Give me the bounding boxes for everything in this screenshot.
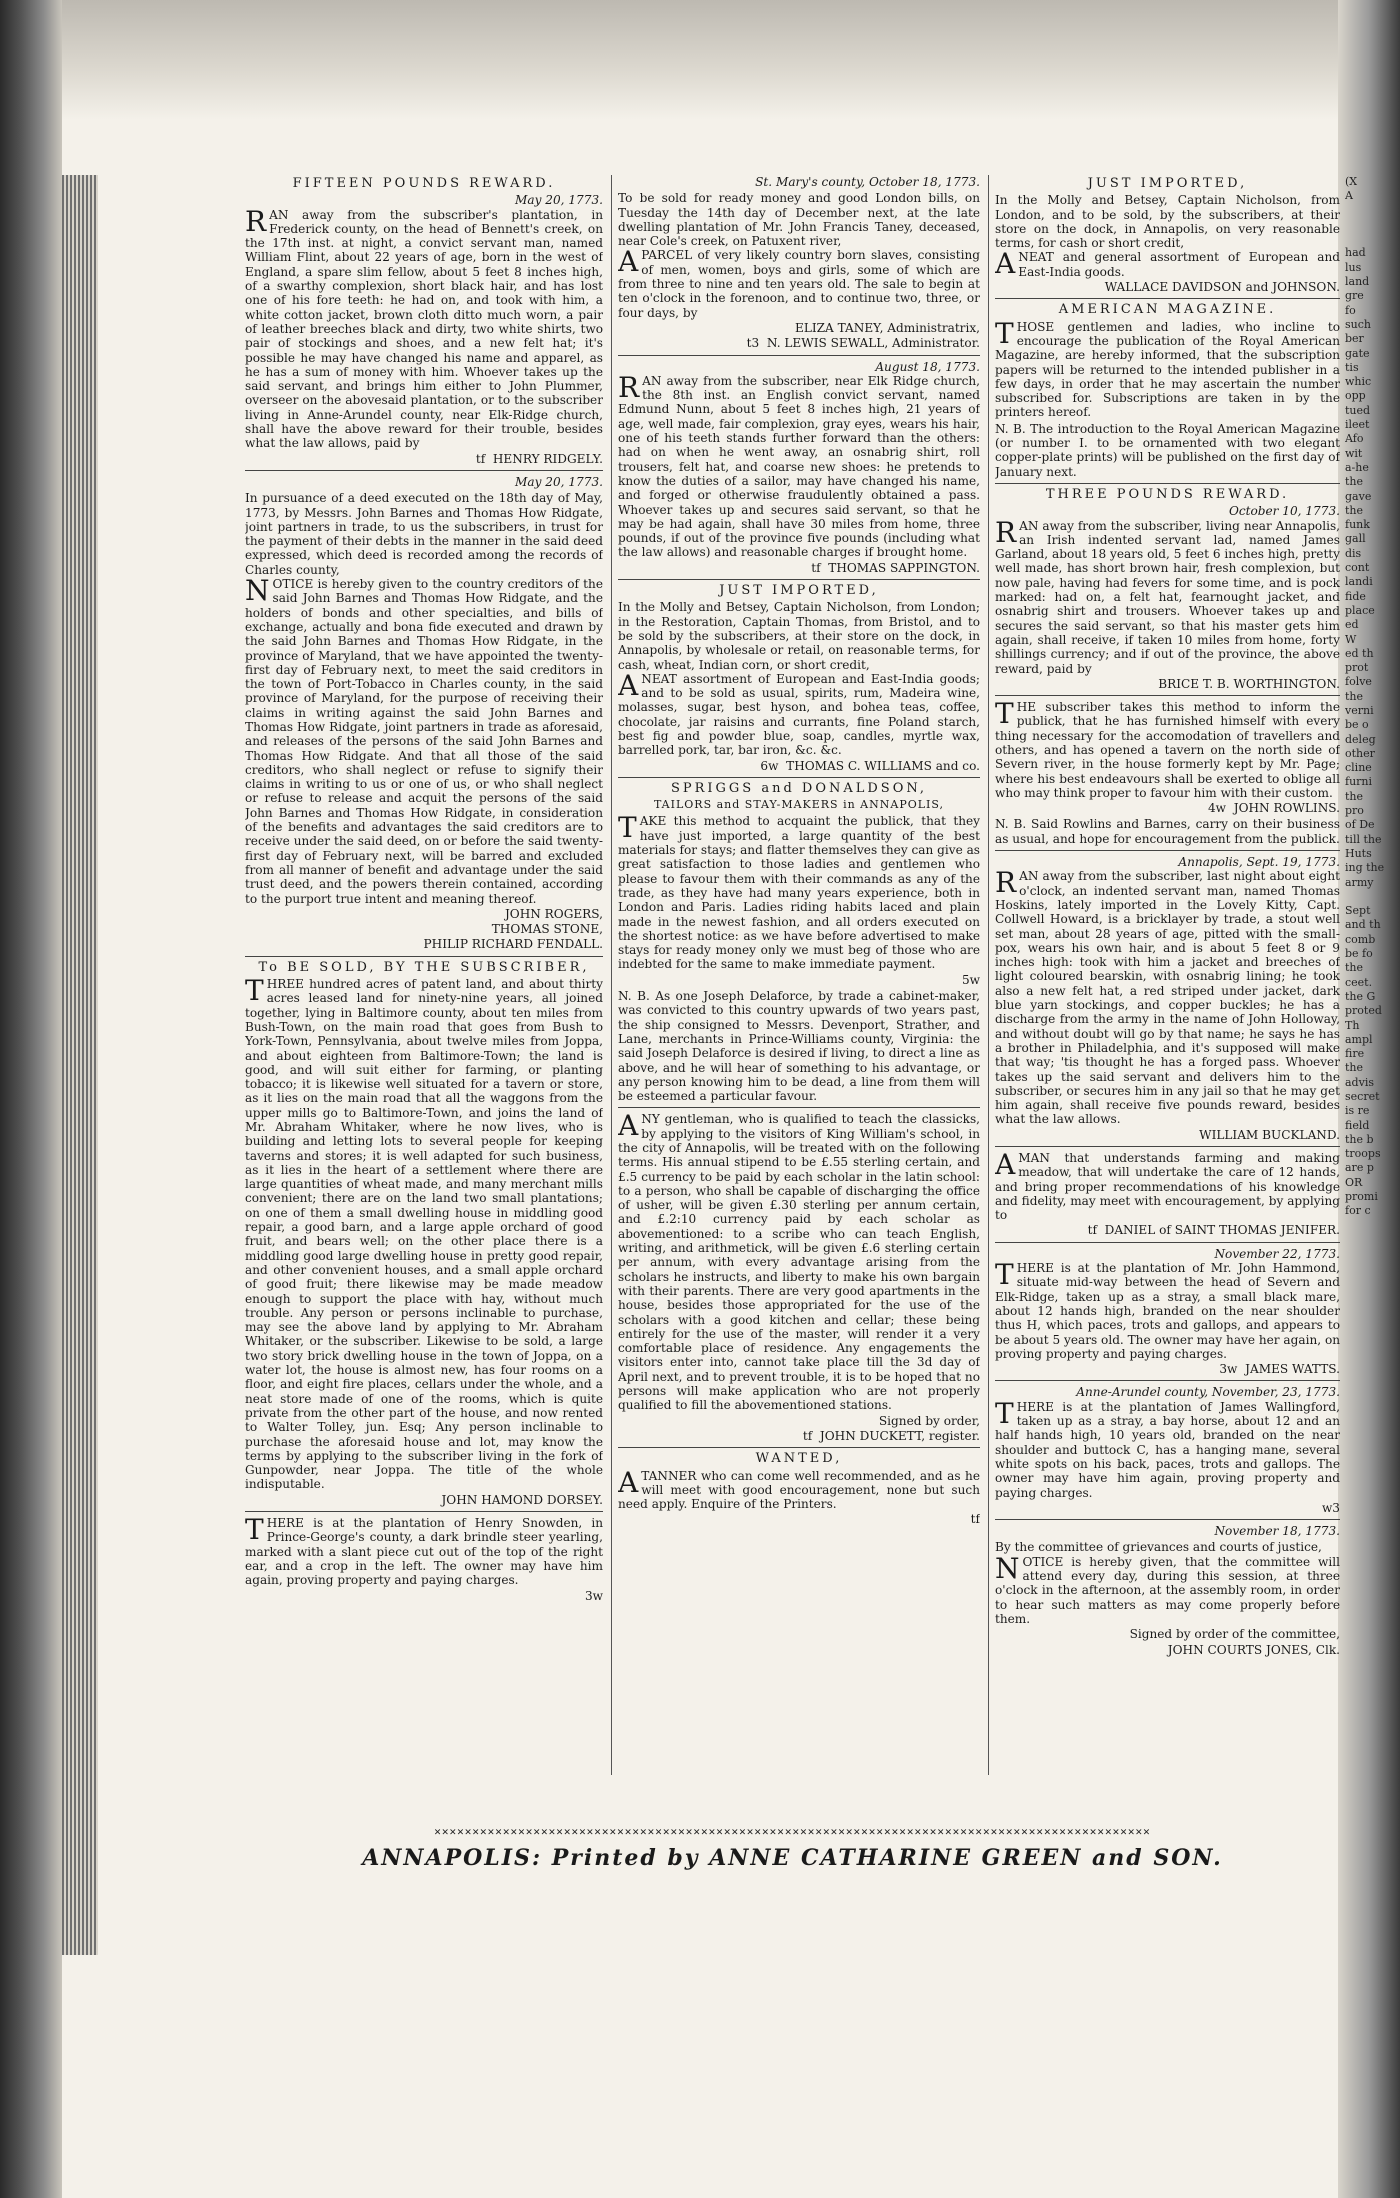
ad-body: THE subscriber takes this method to inform the publick, that he has furnished himself with every thing necessary for the accomodation of travellers and others, and has opened a tavern on the north side of Severn river, in the house formerly kept by Mr. Page; where his best endeavours shall be exerted to oblige all who may think proper to favour him with their custom.	[995, 697, 1340, 800]
ad-marker: tf	[802, 1428, 813, 1443]
ad-barnes-ridgate-deed	[245, 475, 603, 957]
ad-body: ANEAT and general assortment of European and East-India goods.	[995, 247, 1340, 281]
fragment-line: be o	[1345, 718, 1369, 732]
ad-date: Anne-Arundel county, November, 23, 1773.	[1076, 1385, 1340, 1400]
ad-note: N. B. The introduction to the Royal American Magazine (or number I. to be ornamented with two elegant copper-plate prints) will be published on the first day of January next.	[995, 421, 1340, 479]
ad-body: TAKE this method to acquaint the publick, that they have just imported, a large quantity of the best materials for stays; and flatter themselves they can give as great satisfaction to those ladies and gentlemen who please to favour them with their commands as any of the trade, as they have had many years experience, both in London and Paris. Ladies riding habits laced and plain made in the newest fashion, and all orders executed on the shortest notice: as we have before advertised to make stays for ready money only we must beg of those who are indebted for the same to make immediate payment.	[618, 811, 980, 972]
book-left-edge	[0, 0, 62, 2198]
ad-signature: JOHN COURTS JONES, Clk.	[1167, 1642, 1340, 1657]
ad-headline: To BE SOLD, BY THE SUBSCRIBER,	[258, 959, 590, 975]
ad-slave-sale	[618, 175, 980, 356]
fragment-line: the	[1345, 789, 1364, 803]
ad-marker: 6w	[760, 758, 779, 773]
ad-runaway-hoskins	[995, 855, 1340, 1147]
fragment-line: Th	[1345, 1018, 1360, 1032]
column-2	[618, 175, 980, 1775]
fragment-line: gate	[1345, 346, 1370, 360]
ad-order: Signed by order,	[878, 1413, 980, 1428]
ad-stray-steer	[245, 1513, 603, 1607]
fragment-line: Afo	[1345, 432, 1364, 446]
ad-reward-worthington	[995, 488, 1340, 696]
ad-headline: SPRIGGS and DONALDSON,	[670, 780, 928, 796]
fragment-line: the	[1345, 1061, 1364, 1075]
ad-date: St. Mary's county, October 18, 1773.	[755, 175, 980, 189]
fragment-line: advis	[1345, 1075, 1374, 1089]
fragment-line: ing the	[1345, 861, 1385, 875]
ad-committee-notice	[995, 1524, 1340, 1661]
fragment-line: field	[1345, 1118, 1370, 1132]
ad-signature: ELIZA TANEY, Administratrix,	[795, 320, 980, 335]
ad-note: N. B. Said Rowlins and Barnes, carry on their business as usual, and hope for encouragement from the publick.	[995, 817, 1340, 846]
ad-body: ANEAT assortment of European and East-India goods; and to be sold as usual, spirits, rum, Madeira wine, molasses, sugar, best hyson, and bohea teas, coffee, chocolate, jar raisins and currants, fine Poland starch, best fig and powder blue, soap, candles, myrtle wax, barrelled pork, tar, bar iron, &c. &c.	[618, 668, 980, 758]
fragment-line: the	[1345, 689, 1364, 703]
fragment-line	[1345, 204, 1390, 218]
ad-marker: tf	[811, 560, 821, 575]
scan-top-band	[0, 0, 1400, 120]
ornamental-rule: ✕✕✕✕✕✕✕✕✕✕✕✕✕✕✕✕✕✕✕✕✕✕✕✕✕✕✕✕✕✕✕✕✕✕✕✕✕✕✕✕✕✕✕✕✕✕✕✕✕✕✕✕✕✕✕✕✕✕✕✕✕✕✕✕✕✕✕✕✕✕✕✕✕✕✕✕✕✕✕✕✕✕✕✕✕✕✕✕✕✕✕✕✕✕	[434, 1825, 1151, 1838]
fragment-line: cline	[1345, 761, 1372, 775]
ad-headline: AMERICAN MAGAZINE.	[1058, 302, 1277, 318]
ad-signature: THOMAS STONE,	[491, 922, 603, 937]
ad-land-for-sale	[245, 961, 603, 1512]
fragment-line: other	[1345, 746, 1375, 760]
fragment-line: (X	[1345, 175, 1358, 188]
fragment-line: Sept	[1345, 904, 1371, 918]
ad-just-imported-williams	[618, 584, 980, 778]
ad-body: ATANNER who can come well recommended, and as he will meet with good encouragement, none but such need apply. Enquire of the Printers.	[618, 1465, 980, 1512]
fragment-line: the	[1345, 475, 1364, 489]
ad-preamble: To be sold for ready money and good London bills, on Tuesday the 14th day of December next, at the late dwelling plantation of Mr. John Francis Taney, deceased, near Cole's creek, on Patuxent river,	[618, 191, 980, 249]
fragment-line: for c	[1345, 1204, 1371, 1218]
fragment-line	[1345, 890, 1390, 904]
fragment-line: OR	[1345, 1175, 1363, 1189]
ad-signature: THOMAS C. WILLIAMS and co.	[786, 758, 980, 773]
fragment-line: opp	[1345, 389, 1366, 403]
newspaper-page	[245, 175, 1340, 1835]
column-3	[995, 175, 1340, 1775]
ad-note: N. B. As one Joseph Delaforce, by trade a cabinet-maker, was convicted to this country upwards of two years past, the ship consigned to Messrs. Devenport, Strather, and Lane, merchants in Prince-Williams county, Virginia: the said Joseph Delaforce is desired if living, to direct a line as above, and he will hear of something to his advantage, or any person knowing him to be dead, a line from them will be esteemed a particular favour.	[618, 989, 980, 1104]
ad-body: ANY gentleman, who is qualified to teach the classicks, by applying to the visitors of King William's school, in the city of Annapolis, will be treated with on the following terms. His annual stipend to be £.55 sterling certain, and £.5 currency to be paid by each scholar in the latin school: to a person, who shall be capable of discharging the office of usher, will be given £.30 sterling per annum certain, and £.2:10 currency paid by each scholar as abovementioned: to a scribe who can teach English, writing, and arithmetick, will be given £.6 sterling certain per annum, with every advantage arising from the scholars he instructs, and liberty to make his own bargain with their parents. There are very good apartments in the house, besides those appropriated for the use of the scholars with a good kitchen and cellar; these being entirely for the use of the master, will render it a very comfortable place of residence. Any engagements the visitors enter into, cannot take place till the 3d day of April next, and to prevent trouble, it is to be hoped that no persons will make application who are not properly qualified to fill the abovementioned stations.	[618, 1109, 980, 1413]
ad-date: August 18, 1773.	[875, 359, 980, 374]
ad-body: NOTICE is hereby given to the country creditors of the said John Barnes and Thomas How Ridgate, and the holders of bonds and other specialties, and bills of exchange, actually and bona fide executed and drawn by the said John Barnes and Thomas How Ridgate, in the province of Maryland, that we have appointed the twenty-first day of February next, to meet the said creditors in the town of Port-Tobacco in Charles county, in the said province of Maryland, for the purpose of receiving their claims in writing against the said John Barnes and Thomas How Ridgate, joint partners in trade as aforesaid, and releases of the persons of the said John Barnes and Thomas How Ridgate. And that all those of the said creditors, who shall neglect or refuse to signify their claims in writing to us or one of us, or who shall neglect or refuse to release and acquit the persons of the said John Barnes and Thomas How Ridgate, in consideration of the benefits and advantages the said creditors are to receive under the said deed, on or before the said twenty-first day of February next, will be barred and excluded from all manner of benefit and advantage under the said trust deed, and the powers therein contained, according to the purport true intent and meaning thereof.	[245, 574, 603, 906]
ad-preamble: In pursuance of a deed executed on the 18th day of May, 1773, by Messrs. John Barnes and Thomas How Ridgate, joint partners in trade, to us the subscribers, in trust for the payment of their debts in the manner in the said deed expressed, which deed is recorded among the records of Charles county,	[245, 491, 603, 577]
fragment-line: tued	[1345, 403, 1371, 417]
fragment-line: the b	[1345, 1132, 1374, 1146]
fragment-line: promi	[1345, 1190, 1378, 1204]
fragment-line: whic	[1345, 375, 1372, 389]
ad-body: THERE is at the plantation of Mr. John Hammond, situate mid-way between the head of Severn and Elk-Ridge, taken up as a stray, a small black mare, about 12 hands high, branded on the near shoulder thus H, which paces, trots and gallops, and appears to be about 5 years old. The owner may have her again, on proving property and paying charges.	[995, 1258, 1340, 1361]
ad-date: November 18, 1773.	[1214, 1524, 1340, 1539]
fragment-line: dis	[1345, 546, 1362, 560]
ad-signature: HENRY RIDGELY.	[492, 451, 603, 466]
fragment-line: land	[1345, 275, 1370, 289]
fragment-line: secret	[1345, 1090, 1380, 1103]
ad-body: RAN away from the subscriber, near Elk Ridge church, the 8th inst. an English convict servant, named Edmund Nunn, about 5 feet 8 inches high, 21 years of age, well made, fair complexion, gray eyes, wears his hair, one of his teeth stands further forward than the others: had on when he went away, an osnabrig shirt, roll trousers, felt hat, and coarse new shoes: he pretends to know the duties of a sailor, may have changed his name, and forged or otherwise fraudulently obtained a pass. Whoever takes up and secures said servant, so that he may be had again, shall have 30 miles from home, three pounds, if out of the province five pounds (including what the law allows) and reasonable charges if brought home.	[618, 370, 980, 560]
fragment-line: comb	[1345, 932, 1376, 946]
ad-american-magazine	[995, 303, 1340, 484]
ad-body: AMAN that understands farming and making meadow, that will undertake the care of 12 hands, and bring proper recommendations of his knowledge and fidelity, may meet with encouragement, by applying to	[995, 1148, 1340, 1223]
fragment-line: deleg	[1345, 732, 1376, 746]
ad-tavern-rowlins	[995, 697, 1340, 851]
ad-signature: DANIEL of SAINT THOMAS JENIFER.	[1104, 1223, 1340, 1238]
fragment-line: furni	[1345, 775, 1373, 789]
ad-signature: JOHN ROWLINS.	[1233, 801, 1340, 816]
ad-date: May 20, 1773.	[515, 193, 603, 208]
fragment-line: gall	[1345, 532, 1366, 546]
fragment-line: fide	[1345, 589, 1366, 603]
ad-farm-manager	[995, 1148, 1340, 1243]
fragment-line: folve	[1345, 675, 1372, 689]
fragment-line: till the	[1345, 832, 1382, 846]
fragment-line: place	[1345, 603, 1375, 617]
ad-marker: tf	[970, 1512, 980, 1527]
ad-marker: tf	[1087, 1223, 1097, 1238]
fragment-line: gave	[1345, 489, 1372, 503]
fragment-line	[1345, 218, 1390, 232]
ad-body: APARCEL of very likely country born slaves, consisting of men, women, boys and girls, some of which are from three to nine and ten years old. The sale to begin at ten o'clock in the forenoon, and to continue two, three, or four days, by	[618, 245, 980, 320]
fragment-line: fo	[1345, 303, 1356, 317]
ad-signature: THOMAS SAPPINGTON.	[828, 560, 980, 575]
ad-signature: JOHN DUCKETT, register.	[819, 1428, 980, 1443]
ad-stray-mare	[995, 1247, 1340, 1382]
fragment-line: proted	[1345, 1004, 1382, 1018]
fragment-line: a-he	[1345, 460, 1369, 474]
ad-marker: 4w	[1207, 801, 1227, 816]
ad-body: RAN away from the subscriber's plantation, in Frederick county, on the head of Bennett's creek, on the 17th inst. at night, a convict servant man, named William Flint, about 22 years of age, born in the west of England, a spare slim fellow, about 5 feet 8 inches high, of a swarthy complexion, short black hair, and has lost one of his fore teeth: he had on, and took with him, a white cotton jacket, brown cloth ditto much worn, a pair of leather breeches black and dirty, two white shirts, two pair of stockings and shoes, and a new felt hat; it's possible he may have changed his name and apparel, as he has a sum of money with him. Whoever takes up the said servant, and brings him either to John Plummer, overseer on the abovesaid plantation, or to the subscriber living in Anne-Arundel county, near Elk-Ridge church, shall have the above reward for their trouble, besides what the law allows, paid by	[245, 204, 603, 451]
ad-preamble: By the committee of grievances and courts of justice,	[995, 1540, 1322, 1555]
ad-body: NOTICE is hereby given, that the committee will attend every day, during this session, at three o'clock in the afternoon, at the assembly room, in order to hear such matters as may come properly before them.	[995, 1551, 1340, 1626]
fragment-line: ed th	[1345, 646, 1374, 660]
adjacent-page-fragment	[1345, 175, 1390, 1625]
ad-signature: JOHN ROGERS,	[504, 906, 603, 921]
ad-stray-horse	[995, 1385, 1340, 1520]
fragment-line: ed	[1345, 618, 1359, 632]
ad-body: THREE hundred acres of patent land, and about thirty acres leased land for ninety-nine years, all joined together, lying in Baltimore county, about ten miles from Bush-Town, on the main road that goes from Bush to York-Town, Pennsylvania, about twelve miles from Joppa, and about eighteen from Baltimore-Town; the land is good, and will suit either for farming, or planting tobacco; it is likewise well situated for a tavern or store, as it lies on the main road that all the waggons from the upper mills go to Baltimore-Town, and joins the land of Mr. Abraham Whitaker, where he now lives, who is building and letting lots to several people for keeping taverns and stores; it is well adapted for such business, as it lies in the heart of a settlement where there are large quantities of wheat made, and many merchant mills convenient; there are on the land two small plantations; on one of them a small dwelling house in middling good repair, a good barn, and a large apple orchard of good fruit, and bears well; on the other place there is a middling good large dwelling house in pretty good repair, and other convenient houses, and a small apple orchard of good fruit; there likewise may be made meadow enough to support the place with hay, without much trouble. Any person or persons inclinable to purchase, may see the above land by applying to Mr. Abraham Whitaker, or the subscriber. Likewise to be sold, a large two story brick dwelling house in the town of Joppa, on a water lot, the house is almost new, has four rooms on a floor, and eight fire places, cellars under the whole, and a neat store made of one of the rooms, which is quite private from the other part of the house, and now rented to Walter Tolley, jun. Esq; Any person inclinable to purchase the aforesaid house and lot, may know the terms by applying to the subscriber living in the fork of Gunpowder, near Joppa. The title of the whole indisputable.	[245, 974, 603, 1492]
fragment-line: Huts	[1345, 846, 1372, 860]
ad-date: Annapolis, Sept. 19, 1773.	[1178, 855, 1340, 870]
ad-school-master	[618, 1109, 980, 1448]
ad-marker: t3	[746, 336, 760, 351]
ad-preamble: In the Molly and Betsey, Captain Nicholson, from London, and to be sold, by the subscribers, at their store on the dock, in Annapolis, on very reasonable terms, for cash or short credit,	[995, 193, 1340, 251]
fragment-line: the	[1345, 503, 1364, 517]
fragment-line: pro	[1345, 804, 1364, 818]
ad-wanted-tanner	[618, 1452, 980, 1530]
fragment-line: had	[1345, 246, 1366, 260]
fragment-line: are p	[1345, 1161, 1374, 1175]
ad-date: October 10, 1773.	[1228, 504, 1340, 519]
ad-body: THERE is at the plantation of Henry Snowden, in Prince-George's county, a dark brindle steer yearling, marked with a slant piece cut out of the top of the right ear, and a crop in the left. The owner may have him again, proving property and paying charges.	[245, 1513, 603, 1588]
fragment-line: ber	[1345, 332, 1364, 346]
book-binding	[62, 175, 98, 1955]
fragment-line: ileet	[1345, 418, 1370, 432]
fragment-line	[1345, 232, 1390, 246]
fragment-line: fire	[1345, 1047, 1365, 1061]
fragment-line: W	[1345, 632, 1357, 646]
ad-body: RAN away from the subscriber, living near Annapolis, an Irish indented servant lad, named James Garland, about 18 years old, 5 feet 6 inches high, pretty well made, has short brown hair, fresh complexion, but now pale, having had fevers for some time, and is pock marked: had on, a felt hat, fearnought jacket, and osnabrig shirt and trousers. Whoever takes up and secures the said servant, so that his master gets him again, shall receive, if taken 10 miles from home, forty shillings currency; and if out of the province, the above reward, paid by	[995, 515, 1340, 676]
ad-headline: JUST IMPORTED,	[1087, 176, 1248, 191]
ad-date: November 22, 1773.	[1214, 1246, 1340, 1261]
fragment-line: army	[1345, 875, 1374, 889]
ad-spriggs-donaldson	[618, 782, 980, 1109]
fragment-line: gre	[1345, 289, 1364, 303]
ad-marker: 3w	[584, 1588, 603, 1603]
fragment-line: is re	[1345, 1104, 1370, 1118]
fragment-line: of De	[1345, 818, 1375, 832]
fragment-line: such	[1345, 317, 1371, 331]
fragment-line: ampl	[1345, 1032, 1373, 1046]
ad-marker: tf	[475, 451, 486, 466]
fragment-line: troops	[1345, 1147, 1381, 1161]
fragment-line: lus	[1345, 260, 1362, 274]
ad-signature: PHILIP RICHARD FENDALL.	[423, 937, 603, 952]
ad-runaway-nunn	[618, 360, 980, 580]
ad-just-imported-davidson	[995, 177, 1340, 299]
ad-signature: BRICE T. B. WORTHINGTON.	[1158, 676, 1340, 691]
ad-headline: JUST IMPORTED,	[719, 583, 879, 599]
fragment-line: the	[1345, 961, 1364, 975]
fragment-line: ceet.	[1345, 975, 1373, 989]
fragment-line: tis	[1345, 360, 1359, 374]
column-1	[245, 175, 603, 1775]
ad-preamble: In the Molly and Betsey, Captain Nicholson, from London; in the Restoration, Captain Thomas, from Bristol, and to be sold by the subscribers, at their store on the dock, in Annapolis, by wholesale or retail, on reasonable terms, for cash, wheat, Indian corn, or short credit,	[618, 600, 980, 672]
fragment-line: the G	[1345, 989, 1376, 1003]
ad-marker: 5w	[961, 972, 980, 987]
ad-headline: THREE POUNDS REWARD.	[1045, 486, 1290, 502]
page-footer	[245, 1825, 1340, 1871]
fragment-line: cont	[1345, 561, 1370, 575]
fragment-line: A	[1345, 189, 1353, 203]
ad-marker: w3	[1321, 1500, 1340, 1515]
fragment-line: landi	[1345, 575, 1373, 589]
ad-headline: WANTED,	[755, 1451, 843, 1467]
fragment-line: and th	[1345, 918, 1381, 932]
ad-signature: JOHN HAMOND DORSEY.	[441, 1492, 603, 1507]
ad-signature: N. LEWIS SEWALL, Administrator.	[766, 336, 980, 351]
printer-imprint: ANNAPOLIS: Printed by ANNE CATHARINE GREEN and SON.	[362, 1845, 1223, 1871]
fragment-line: verni	[1345, 703, 1374, 717]
fragment-line: prot	[1345, 661, 1369, 675]
fragment-line: wit	[1345, 446, 1363, 460]
ad-order: Signed by order of the committee,	[1129, 1627, 1340, 1642]
column-divider	[611, 175, 612, 1775]
ad-signature: WALLACE DAVIDSON and JOHNSON.	[1104, 280, 1340, 295]
column-divider	[988, 175, 989, 1775]
ad-body: THERE is at the plantation of James Wallingford, taken up as a stray, a bay horse, about 12 and an half hands high, 10 years old, branded on the near shoulder and buttock C, has a hanging mane, several white spots on his back, paces, trots and gallops. The owner may have him again, proving property and paying charges.	[995, 1396, 1340, 1500]
fragment-line: funk	[1345, 518, 1370, 532]
ad-body: RAN away from the subscriber, last night about eight o'clock, an indented servant man, named Thomas Hoskins, lately imported in the Lovely Kitty, Capt. Collwell Howard, is a bricklayer by trade, a stout well set man, about 28 years of age, pitted with the small-pox, wears his own hair, and is about 5 feet 8 or 9 inches high: took with him a jacket and breeches of light coloured bearskin, with osnabrig lining; he took also a new felt hat, a red striped under jacket, dark blue yarn stockings, and copper buckles; he has a discharge from the army in the name of John Holloway, and without doubt will go by that name; he says he has a brother in Philadelphia, and it's supposed will make that way; 'tis thought he has a forged pass. Whoever takes up the said servant and delivers him to the subscriber, or secures him in any jail so that he may get him again, shall receive five pounds reward, besides what the law allows.	[995, 866, 1340, 1127]
fragment-line: be fo	[1345, 947, 1373, 961]
ad-marker: 3w	[1219, 1362, 1238, 1377]
ad-subhead: TAILORS and STAY-MAKERS in ANNAPOLIS,	[653, 798, 945, 812]
ad-signature: WILLIAM BUCKLAND.	[1199, 1127, 1340, 1142]
ad-date: May 20, 1773.	[515, 474, 603, 489]
ad-signature: JAMES WATTS.	[1245, 1362, 1340, 1377]
ad-body: THOSE gentlemen and ladies, who incline to encourage the publication of the Royal American Magazine, are hereby informed, that the subscription papers will be returned to the intended publisher in a few days, in order that he may ascertain the number subscribed for. Subscriptions are taken in by the printers hereof.	[995, 316, 1340, 420]
ad-reward-ridgely	[245, 177, 603, 471]
ad-headline: FIFTEEN POUNDS REWARD.	[292, 176, 556, 191]
